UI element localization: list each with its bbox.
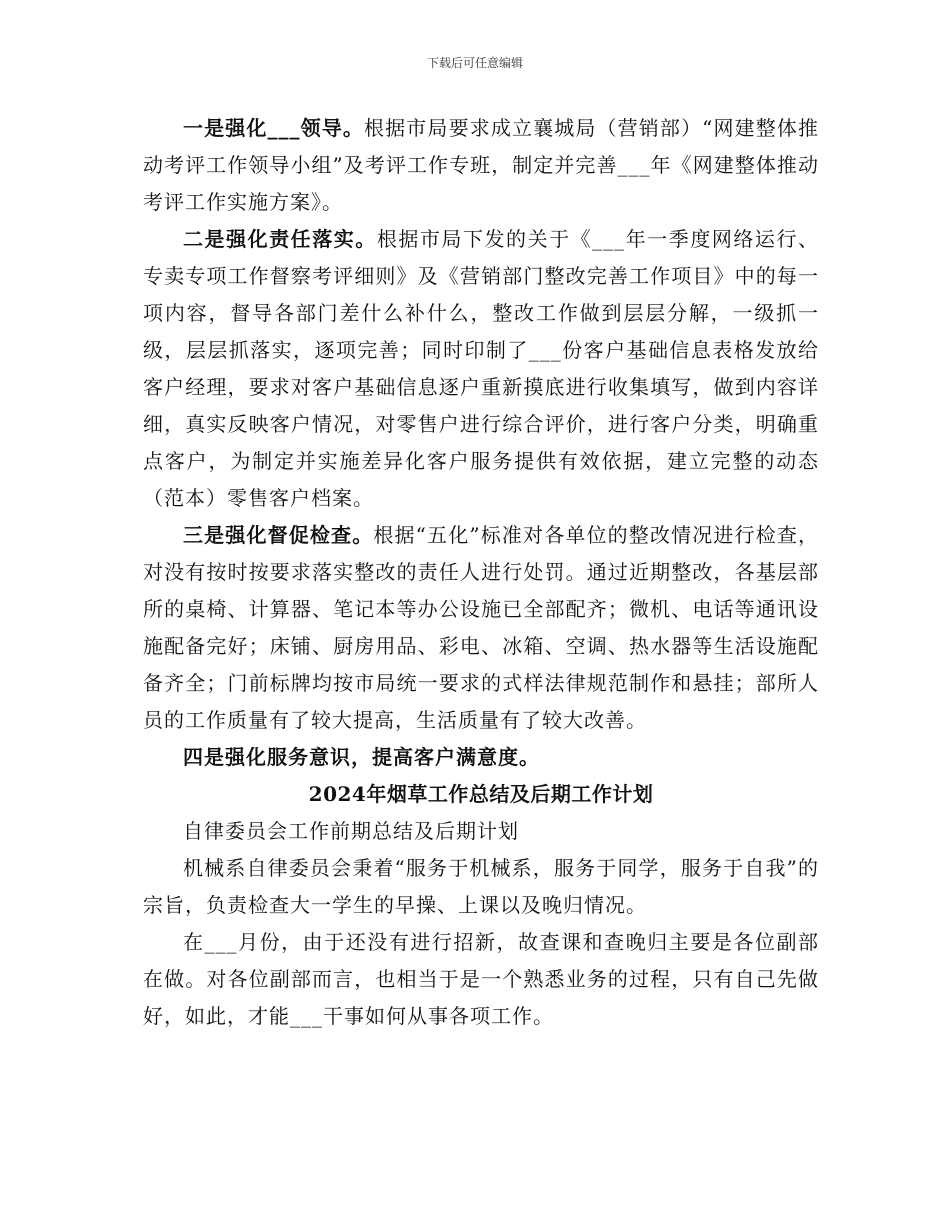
- paragraph-progress: 在___月份，由于还没有进行招新，故查课和查晚归主要是各位副部在做。对各位副部而言，也相当于是一个熟悉业务的过程，只有自己先做好，如此，才能___干事如何从事各项工作。: [143, 930, 819, 1028]
- paragraph-leadership: [143, 110, 819, 221]
- paragraph-text: 根据“五化”标准对各单位的整改情况进行检查，对没有按时按要求落实整改的责任人进行处罚。通过近期整改，各基层部所的桌椅、计算器、笔记本等办公设施已全部配齐；微机、电话等通讯设施配备完好；床铺、厨房用品、彩电、冰箱、空调、热水器等生活设施配备齐全；门前标牌均按市局统一要求的式样法律规范制作和悬挂；部所人员的工作质量有了较大提高，生活质量有了较大改善。: [143, 523, 820, 732]
- paragraph-lead: 一是强化___领导。: [183, 116, 365, 140]
- paragraph-text: 根据市局要求成立襄城局（营销部）“网建整体推动考评工作领导小组”及考评工作专班，制定并完善___年《网建整体推动考评工作实施方案》。: [143, 116, 819, 214]
- paragraph-purpose: 机械系自律委员会秉着“服务于机械系，服务于同学，服务于自我”的宗旨，负责检查大一学生的早操、上课以及晚归情况。: [143, 856, 819, 917]
- header-note: 下载后可任意编辑: [426, 56, 523, 70]
- subtitle-paragraph: 自律委员会工作前期总结及后期计划: [183, 819, 519, 843]
- paragraph-service: [143, 739, 819, 776]
- paragraph-responsibility: [143, 221, 819, 517]
- paragraph-inspection: [143, 517, 819, 739]
- paragraph-lead: 二是强化责任落实。: [183, 227, 377, 251]
- paragraph-text: 根据市局下发的关于《___年一季度网络运行、专卖专项工作督察考评细则》及《营销部门整改完善工作项目》中的每一项内容，督导各部门差什么补什么，整改工作做到层层分解，一级抓一级，层层抓落实，逐项完善；同时印制了___份客户基础信息表格发放给客户经理，要求对客户基础信息逐户重新摸底进行收集填写，做到内容详细，真实反映客户情况，对零售户进行综合评价，进行客户分类，明确重点客户，为制定并实施差异化客户服务提供有效依据，建立完整的动态（范本）零售客户档案。: [143, 227, 820, 510]
- section-title: 2024年烟草工作总结及后期工作计划: [308, 782, 654, 806]
- document-body: [143, 110, 819, 1035]
- paragraph-lead: 三是强化督促检查。: [183, 523, 374, 547]
- paragraph-lead: 四是强化服务意识，提高客户满意度。: [183, 745, 540, 769]
